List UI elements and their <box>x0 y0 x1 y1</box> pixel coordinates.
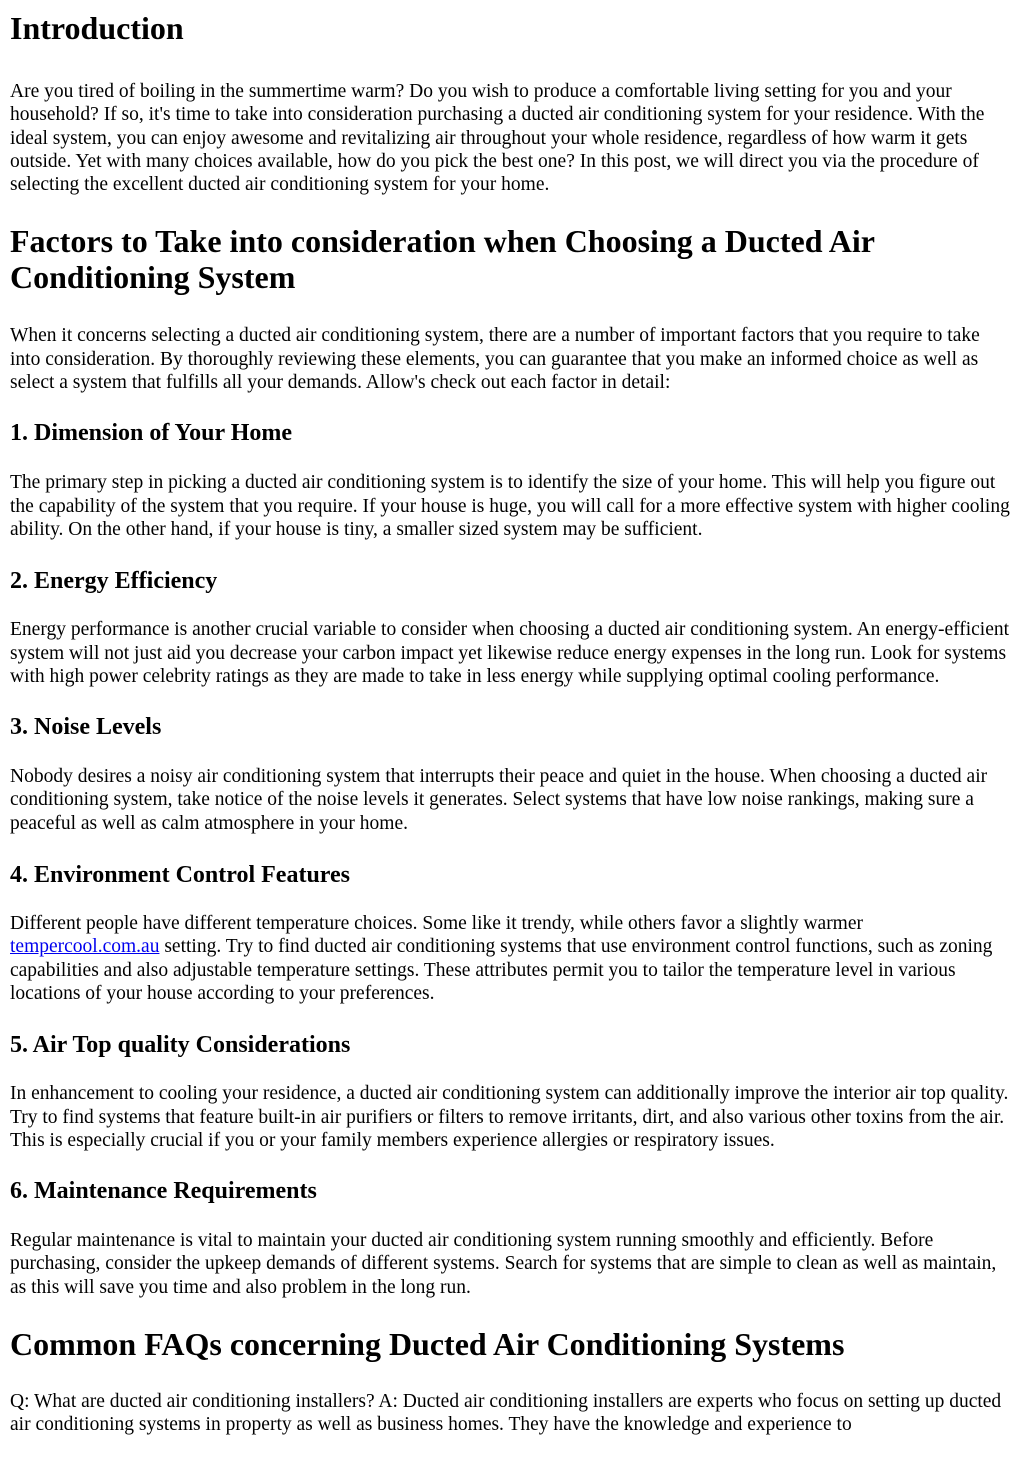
section-heading-energy-efficiency: 2. Energy Efficiency <box>10 568 218 595</box>
section-heading-maintenance: 6. Maintenance Requirements <box>10 1178 317 1205</box>
section-paragraph-climate-control <box>10 912 1014 1005</box>
section-heading-climate-control: 4. Environment Control Features <box>10 862 350 889</box>
article <box>0 10 1024 1437</box>
factors-heading: Factors to Take into consideration when Choosing a Ducted Air Conditioning System <box>10 223 875 296</box>
section-paragraph-maintenance: Regular maintenance is vital to maintain your ducted air conditioning system running smoothly and efficiently. Before purchasing, consider the upkeep demands of different systems. Search for systems that are simple to clean as well as maintain, as this will save you time and also problem in the long run. <box>10 1230 997 1298</box>
section-paragraph-noise-levels: Nobody desires a noisy air conditioning system that interrupts their peace and quiet in the house. When choosing a ducted air conditioning system, take notice of the noise levels it generates. Select systems that have low noise rankings, making sure a peaceful as well as calm atmosphere in your home. <box>10 766 988 834</box>
factors-paragraph: When it concerns selecting a ducted air conditioning system, there are a number of important factors that you require to take into consideration. By thoroughly reviewing these elements, you can guarantee that you make an informed choice as well as select a system that fulfills all your demands. Allow's check out each factor in detail: <box>10 325 980 394</box>
intro-paragraph: Are you tired of boiling in the summertime warm? Do you wish to produce a comfortable living setting for you and your household? If so, it's time to take into consideration purchasing a ducted air conditioning system for your residence. With the ideal system, you can enjoy awesome and revitalizing air throughout your whole residence, regardless of how warm it gets outside. Yet with many choices available, how do you pick the best one? In this post, we will direct you via the procedure of selecting the excellent ducted air conditioning system for your home. <box>10 81 985 196</box>
section-paragraph-air-quality: In enhancement to cooling your residence, a ducted air conditioning system can additionally improve the interior air top quality. Try to find systems that feature built-in air purifiers or filters to remove irritants, dirt, and also various other toxins from the air. This is especially crucial if you or your family members experience allergies or respiratory issues. <box>10 1083 1009 1151</box>
faq-heading: Common FAQs concerning Ducted Air Conditioning Systems <box>10 1326 845 1363</box>
tempercool-link[interactable]: tempercool.com.au <box>10 936 160 958</box>
section-heading-noise-levels: 3. Noise Levels <box>10 714 162 741</box>
climate-text-before-link: Different people have different temperature choices. Some like it trendy, while others favor a slightly warmer <box>10 913 864 935</box>
section-heading-air-quality: 5. Air Top quality Considerations <box>10 1032 351 1059</box>
intro-heading: Introduction <box>10 10 184 46</box>
section-heading-home-size: 1. Dimension of Your Home <box>10 420 292 447</box>
section-paragraph-energy-efficiency: Energy performance is another crucial variable to consider when choosing a ducted air conditioning system. An energy-efficient system will not just aid you decrease your carbon impact yet likewise reduce energy expenses in the long run. Look for systems with high power celebrity ratings as they are made to take in less energy while supplying optimal cooling performance. <box>10 619 1010 687</box>
faq-paragraph: Q: What are ducted air conditioning installers? A: Ducted air conditioning installers are experts who focus on setting up ducted air conditioning systems in property as well as business homes. They have the knowledge and experience to <box>10 1391 1002 1436</box>
climate-text-after-link: setting. Try to find ducted air conditioning systems that use environment control functions, such as zoning capabilities and also adjustable temperature settings. These attributes permit you to tailor the temperature level in various locations of your house according to your preferences. <box>10 936 993 1004</box>
section-paragraph-home-size: The primary step in picking a ducted air conditioning system is to identify the size of your home. This will help you figure out the capability of the system that you require. If your house is huge, you will call for a more effective system with higher cooling ability. On the other hand, if your house is tiny, a smaller sized system may be sufficient. <box>10 472 1010 540</box>
